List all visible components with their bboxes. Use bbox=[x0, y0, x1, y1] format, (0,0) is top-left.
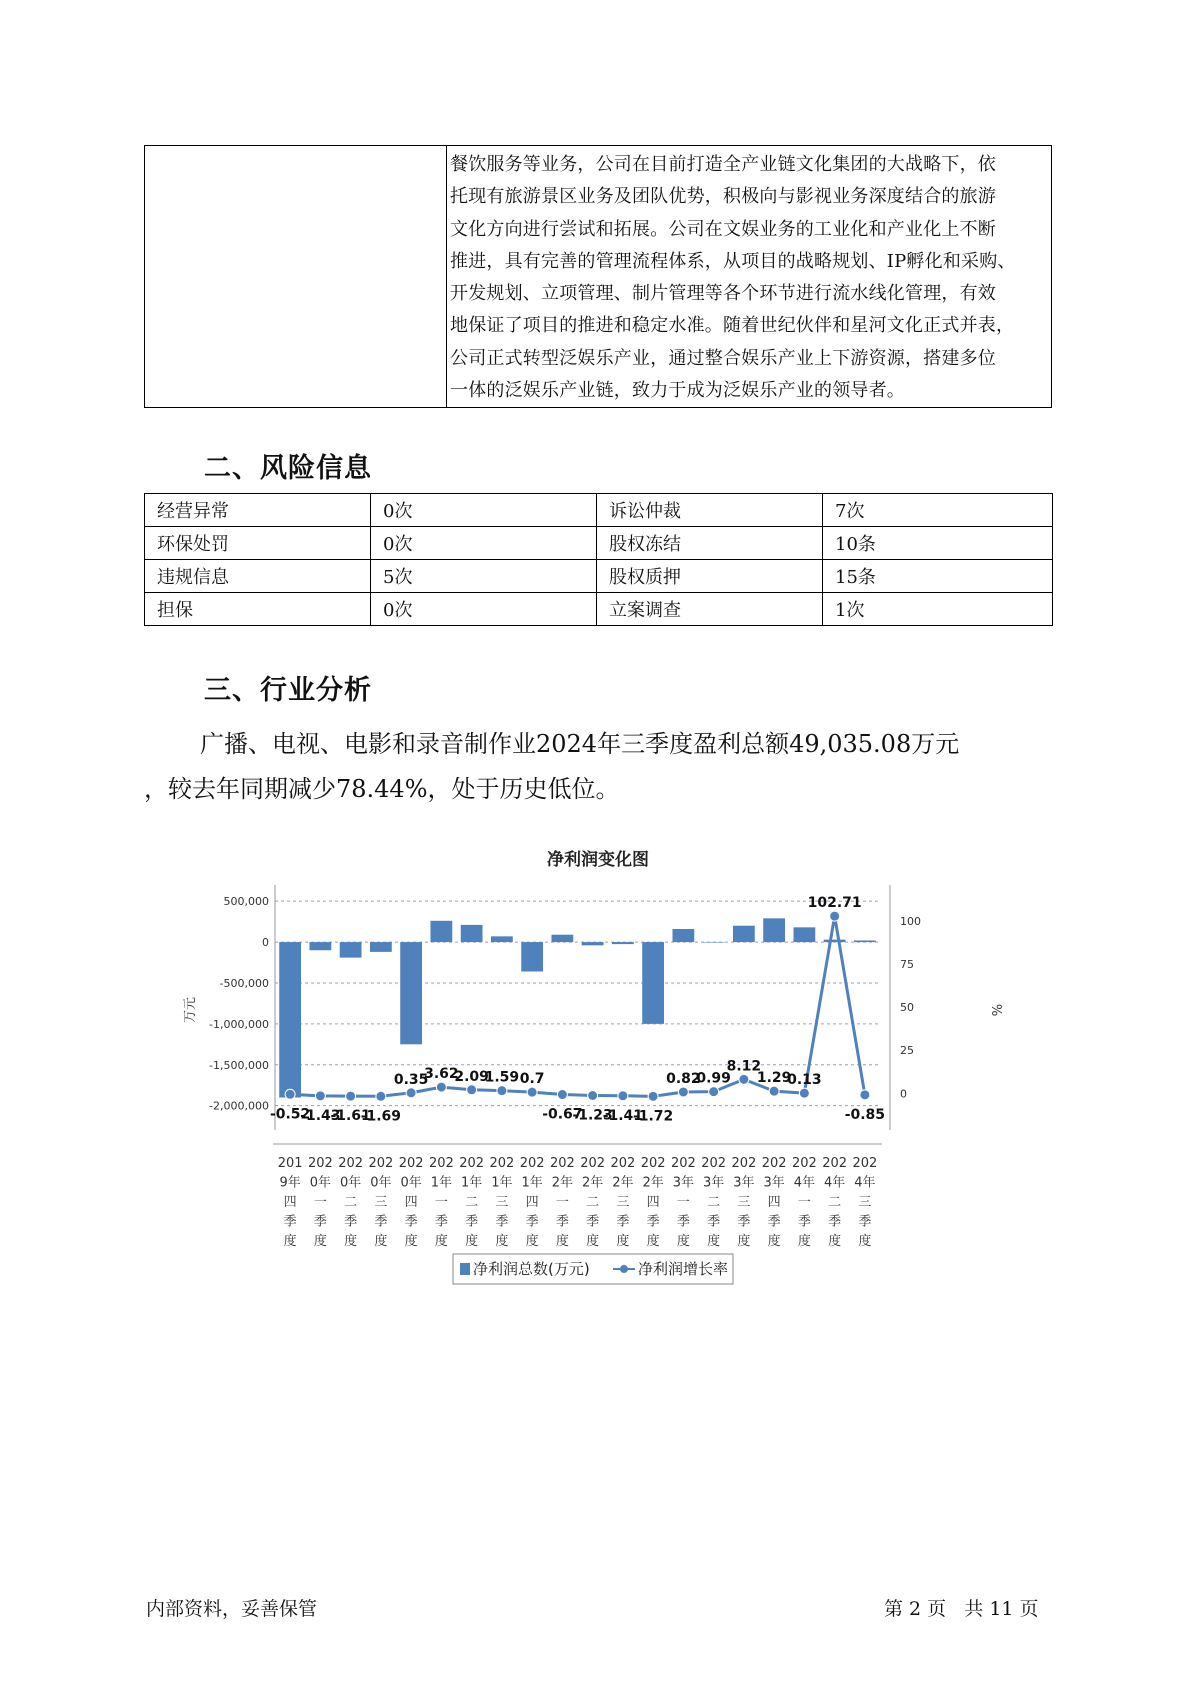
x-tick-label: 季 bbox=[676, 1214, 690, 1230]
line-point bbox=[527, 1087, 537, 1097]
x-tick-label: 202 bbox=[731, 1156, 757, 1171]
bar bbox=[733, 926, 755, 942]
x-tick-label: 季 bbox=[555, 1214, 569, 1230]
bar bbox=[642, 942, 664, 1024]
x-tick-label: 202 bbox=[791, 1156, 817, 1171]
x-tick-label: 四 bbox=[283, 1195, 297, 1210]
line-point bbox=[436, 1082, 446, 1092]
x-tick-label: 度 bbox=[828, 1234, 842, 1249]
table-row bbox=[145, 593, 1053, 626]
x-tick-label: 度 bbox=[646, 1234, 660, 1249]
x-tick-label: 度 bbox=[434, 1234, 448, 1249]
table-row bbox=[145, 494, 1053, 527]
line-point bbox=[406, 1088, 416, 1098]
point-label: 2.09 bbox=[454, 1068, 489, 1085]
x-tick-label: 度 bbox=[737, 1234, 751, 1249]
risk-label: 诉讼仲裁 bbox=[597, 494, 823, 527]
point-label: -0.85 bbox=[844, 1106, 886, 1123]
line-point bbox=[467, 1085, 477, 1095]
legend-bar-swatch bbox=[460, 1263, 470, 1275]
x-tick-label: 2年 bbox=[581, 1175, 604, 1191]
x-tick-label: 202 bbox=[640, 1156, 666, 1171]
x-tick-label: 1年 bbox=[460, 1175, 483, 1191]
description-line: 文化方向进行尝试和拓展。公司在文娱业务的工业化和产业化上不断 bbox=[450, 218, 996, 240]
x-tick-label: 季 bbox=[828, 1214, 842, 1230]
description-line: 地保证了项目的推进和稳定水准。随着世纪伙伴和星河文化正式并表， bbox=[450, 315, 1015, 337]
risk-value: 0次 bbox=[371, 494, 597, 527]
x-tick-label: 202 bbox=[761, 1156, 787, 1171]
x-tick-label: 202 bbox=[610, 1156, 636, 1171]
line-point bbox=[618, 1091, 628, 1101]
x-tick-label: 4年 bbox=[854, 1175, 876, 1191]
y-axis-right-label: % bbox=[991, 1003, 1006, 1017]
bar bbox=[309, 942, 331, 950]
risk-value: 5次 bbox=[371, 560, 597, 593]
x-tick-label: 202 bbox=[701, 1156, 727, 1171]
y-tick-label-right: 50 bbox=[900, 1001, 914, 1015]
line-point bbox=[315, 1091, 325, 1101]
x-tick-label: 一 bbox=[313, 1195, 327, 1210]
x-tick-label: 度 bbox=[465, 1234, 479, 1249]
x-tick-label: 度 bbox=[555, 1234, 569, 1249]
y-tick-label-right: 25 bbox=[900, 1044, 914, 1058]
risk-label: 股权冻结 bbox=[597, 527, 823, 560]
line-point bbox=[648, 1091, 658, 1101]
legend-line-marker bbox=[620, 1265, 628, 1273]
x-tick-label: 2年 bbox=[642, 1175, 664, 1191]
bar bbox=[582, 942, 604, 945]
bar bbox=[763, 918, 785, 942]
x-tick-label: 2年 bbox=[551, 1175, 574, 1191]
line-point bbox=[497, 1086, 507, 1096]
line-point bbox=[678, 1087, 688, 1097]
x-tick-label: 季 bbox=[797, 1214, 811, 1230]
bar bbox=[491, 936, 513, 942]
x-tick-label: 度 bbox=[676, 1234, 690, 1249]
line-point bbox=[769, 1086, 779, 1096]
x-tick-label: 一 bbox=[797, 1195, 811, 1210]
bar bbox=[521, 942, 543, 971]
line-point bbox=[799, 1088, 809, 1098]
x-tick-label: 四 bbox=[525, 1195, 539, 1210]
x-tick-label: 202 bbox=[398, 1156, 424, 1171]
x-tick-label: 三 bbox=[374, 1195, 388, 1210]
x-axis-labels bbox=[278, 1156, 878, 1249]
x-tick-label: 季 bbox=[465, 1214, 479, 1230]
x-tick-label: 202 bbox=[338, 1156, 364, 1171]
x-tick-label: 1年 bbox=[430, 1175, 453, 1191]
industry-text-line: 广播、电视、电影和录音制作业2024年三季度盈利总额49,035.08万元 bbox=[200, 730, 960, 758]
x-tick-label: 202 bbox=[459, 1156, 485, 1171]
risk-label: 股权质押 bbox=[597, 560, 823, 593]
y-tick-label-left: -500,000 bbox=[219, 976, 269, 990]
x-tick-label: 二 bbox=[828, 1195, 842, 1210]
x-tick-label: 1年 bbox=[491, 1175, 513, 1191]
y-tick-label-left: 500,000 bbox=[223, 895, 269, 909]
x-tick-label: 度 bbox=[858, 1234, 872, 1249]
x-tick-label: 季 bbox=[767, 1214, 781, 1230]
bar bbox=[551, 935, 573, 942]
x-tick-label: 202 bbox=[822, 1156, 848, 1171]
x-tick-label: 度 bbox=[283, 1234, 297, 1249]
point-label: -0.67 bbox=[542, 1106, 583, 1123]
x-tick-label: 季 bbox=[495, 1214, 509, 1230]
x-tick-label: 度 bbox=[767, 1234, 781, 1249]
description-line: 餐饮服务等业务，公司在目前打造全产业链文化集团的大战略下，依 bbox=[450, 154, 996, 175]
x-tick-label: 二 bbox=[344, 1195, 358, 1210]
x-tick-label: 季 bbox=[858, 1214, 872, 1230]
y-tick-label-left: -2,000,000 bbox=[209, 1099, 269, 1113]
legend-bar-label: 净利润总数(万元) bbox=[473, 1260, 590, 1278]
bar bbox=[400, 942, 422, 1044]
table-row bbox=[145, 560, 1053, 593]
x-tick-label: 度 bbox=[344, 1234, 358, 1249]
y-axis-left-label: 万元 bbox=[183, 996, 198, 1024]
risk-label: 经营异常 bbox=[145, 494, 371, 527]
risk-label: 担保 bbox=[145, 593, 371, 626]
description-line: 一体的泛娱乐产业链，致力于成为泛娱乐产业的领导者。 bbox=[450, 380, 905, 402]
x-tick-label: 3年 bbox=[672, 1175, 695, 1191]
footer-note: 内部资料，妥善保管 bbox=[146, 1598, 318, 1620]
point-label: -1.41 bbox=[602, 1107, 644, 1124]
x-tick-label: 季 bbox=[616, 1214, 630, 1230]
x-tick-label: 季 bbox=[404, 1214, 418, 1230]
x-tick-label: 0年 bbox=[370, 1175, 392, 1191]
bar bbox=[461, 925, 483, 942]
y-tick-label-right: 0 bbox=[900, 1087, 907, 1101]
line-point bbox=[709, 1087, 719, 1097]
x-tick-label: 度 bbox=[404, 1234, 418, 1249]
risk-label: 立案调查 bbox=[597, 593, 823, 626]
x-tick-label: 4年 bbox=[823, 1175, 846, 1191]
x-tick-label: 1年 bbox=[521, 1175, 543, 1191]
x-tick-label: 度 bbox=[525, 1234, 539, 1249]
risk-value: 0次 bbox=[371, 527, 597, 560]
description-label-cell bbox=[145, 146, 447, 408]
net-profit-chart bbox=[180, 835, 1030, 1300]
point-label: 0.35 bbox=[393, 1071, 429, 1088]
x-tick-label: 二 bbox=[465, 1195, 479, 1210]
x-tick-label: 季 bbox=[586, 1214, 600, 1230]
x-tick-label: 三 bbox=[737, 1195, 751, 1210]
x-tick-label: 202 bbox=[519, 1156, 545, 1171]
section-heading-risk: 二、风险信息 bbox=[204, 453, 372, 484]
point-label: -1.72 bbox=[632, 1108, 674, 1125]
bar bbox=[612, 942, 634, 944]
x-tick-label: 三 bbox=[616, 1195, 630, 1210]
risk-value: 10条 bbox=[823, 527, 1053, 560]
bar bbox=[430, 921, 452, 942]
section-heading-industry: 三、行业分析 bbox=[204, 675, 372, 706]
point-label: 0.99 bbox=[696, 1070, 731, 1087]
x-tick-label: 3年 bbox=[702, 1175, 725, 1191]
bar bbox=[340, 942, 362, 958]
x-tick-label: 季 bbox=[525, 1214, 539, 1230]
x-tick-label: 202 bbox=[580, 1156, 606, 1171]
industry-analysis-text bbox=[144, 722, 1056, 812]
x-tick-label: 四 bbox=[646, 1195, 660, 1210]
risk-value: 7次 bbox=[823, 494, 1053, 527]
x-tick-label: 202 bbox=[670, 1156, 696, 1171]
x-tick-label: 季 bbox=[434, 1214, 448, 1230]
y-tick-label-right: 75 bbox=[900, 957, 914, 971]
x-tick-label: 一 bbox=[676, 1195, 690, 1210]
x-tick-label: 季 bbox=[283, 1214, 297, 1230]
risk-value: 1次 bbox=[823, 593, 1053, 626]
x-tick-label: 度 bbox=[797, 1234, 811, 1249]
x-tick-label: 4年 bbox=[793, 1175, 816, 1191]
risk-value: 0次 bbox=[371, 593, 597, 626]
point-label: 3.62 bbox=[424, 1066, 459, 1083]
line-point bbox=[739, 1074, 749, 1084]
x-tick-label: 二 bbox=[586, 1195, 600, 1210]
x-tick-label: 季 bbox=[374, 1214, 388, 1230]
x-tick-label: 季 bbox=[646, 1214, 660, 1230]
y-tick-label-left: -1,500,000 bbox=[209, 1058, 269, 1072]
point-label: -1.23 bbox=[572, 1107, 613, 1124]
line-point bbox=[860, 1090, 870, 1100]
x-tick-label: 度 bbox=[313, 1234, 327, 1249]
x-tick-label: 度 bbox=[586, 1234, 600, 1249]
point-label: 8.12 bbox=[726, 1058, 762, 1075]
x-tick-label: 3年 bbox=[733, 1175, 755, 1191]
point-label: -1.43 bbox=[300, 1107, 341, 1124]
y-tick-label-right: 100 bbox=[900, 914, 921, 928]
line-point bbox=[588, 1090, 598, 1100]
bar bbox=[703, 942, 725, 943]
x-tick-label: 度 bbox=[616, 1234, 630, 1249]
x-tick-label: 四 bbox=[404, 1195, 418, 1210]
point-label: 0.7 bbox=[519, 1071, 545, 1088]
point-label: -1.61 bbox=[330, 1108, 371, 1125]
x-tick-label: 3年 bbox=[763, 1175, 785, 1191]
risk-info-table bbox=[144, 493, 1053, 626]
bar bbox=[279, 942, 301, 1097]
point-label: -0.52 bbox=[269, 1106, 311, 1123]
x-tick-label: 0年 bbox=[309, 1175, 332, 1191]
x-tick-label: 0年 bbox=[400, 1175, 422, 1191]
x-tick-label: 202 bbox=[549, 1156, 575, 1171]
point-label: 102.71 bbox=[807, 895, 862, 912]
bar bbox=[824, 940, 846, 942]
x-tick-label: 季 bbox=[737, 1214, 751, 1230]
line-point bbox=[346, 1091, 356, 1101]
table-row bbox=[145, 527, 1053, 560]
industry-text-line: ，较去年同期减少78.44%，处于历史低位。 bbox=[144, 775, 620, 803]
point-label: 1.59 bbox=[484, 1069, 520, 1086]
line-point bbox=[557, 1090, 567, 1100]
company-description bbox=[447, 146, 1051, 407]
x-tick-label: 9年 bbox=[279, 1175, 301, 1191]
x-tick-label: 202 bbox=[852, 1156, 878, 1171]
description-line: 推进，具有完善的管理流程体系，从项目的战略规划、IP孵化和采购、 bbox=[450, 250, 1016, 272]
x-tick-label: 三 bbox=[858, 1195, 872, 1210]
bar bbox=[854, 940, 876, 942]
page-number: 第 2 页 共 11 页 bbox=[884, 1598, 1039, 1620]
point-label: 0.13 bbox=[787, 1072, 822, 1089]
bar bbox=[370, 942, 392, 952]
x-tick-label: 季 bbox=[707, 1214, 721, 1230]
x-tick-label: 三 bbox=[495, 1195, 509, 1210]
x-tick-label: 0年 bbox=[339, 1175, 362, 1191]
x-tick-label: 202 bbox=[428, 1156, 454, 1171]
line-point bbox=[376, 1091, 386, 1101]
x-tick-label: 一 bbox=[555, 1195, 569, 1210]
x-tick-label: 202 bbox=[307, 1156, 333, 1171]
description-line: 托现有旅游景区业务及团队优势，积极向与影视业务深度结合的旅游 bbox=[450, 186, 996, 208]
point-label: 0.82 bbox=[666, 1070, 701, 1087]
bar bbox=[793, 927, 815, 942]
risk-value: 15条 bbox=[823, 560, 1053, 593]
x-tick-label: 2年 bbox=[612, 1175, 634, 1191]
legend-line-label: 净利润增长率 bbox=[638, 1260, 729, 1278]
y-tick-label-left: -1,000,000 bbox=[209, 1017, 269, 1031]
description-line: 公司正式转型泛娱乐产业，通过整合娱乐产业上下游资源，搭建多位 bbox=[450, 347, 996, 369]
y-tick-label-left: 0 bbox=[262, 936, 269, 950]
x-tick-label: 二 bbox=[707, 1195, 721, 1210]
x-tick-label: 202 bbox=[368, 1156, 394, 1171]
point-label: -1.69 bbox=[360, 1108, 402, 1125]
x-tick-label: 四 bbox=[767, 1195, 781, 1210]
line-point bbox=[830, 911, 840, 921]
x-tick-label: 201 bbox=[277, 1156, 303, 1171]
line-point bbox=[285, 1089, 295, 1099]
point-label: 1.29 bbox=[756, 1070, 792, 1087]
x-tick-label: 季 bbox=[313, 1214, 327, 1230]
x-tick-label: 一 bbox=[434, 1195, 448, 1210]
description-line: 开发规划、立项管理、制片管理等各个环节进行流水线化管理，有效 bbox=[450, 283, 996, 305]
chart-title: 净利润变化图 bbox=[547, 850, 649, 870]
x-tick-label: 度 bbox=[495, 1234, 509, 1249]
risk-label: 违规信息 bbox=[145, 560, 371, 593]
bar bbox=[672, 929, 694, 942]
x-tick-label: 度 bbox=[707, 1234, 721, 1249]
description-text-cell bbox=[447, 146, 1052, 408]
x-tick-label: 季 bbox=[344, 1214, 358, 1230]
x-tick-label: 202 bbox=[489, 1156, 515, 1171]
risk-label: 环保处罚 bbox=[145, 527, 371, 560]
company-description-table bbox=[144, 145, 1052, 408]
x-tick-label: 度 bbox=[374, 1234, 388, 1249]
chart-legend bbox=[453, 1254, 733, 1284]
